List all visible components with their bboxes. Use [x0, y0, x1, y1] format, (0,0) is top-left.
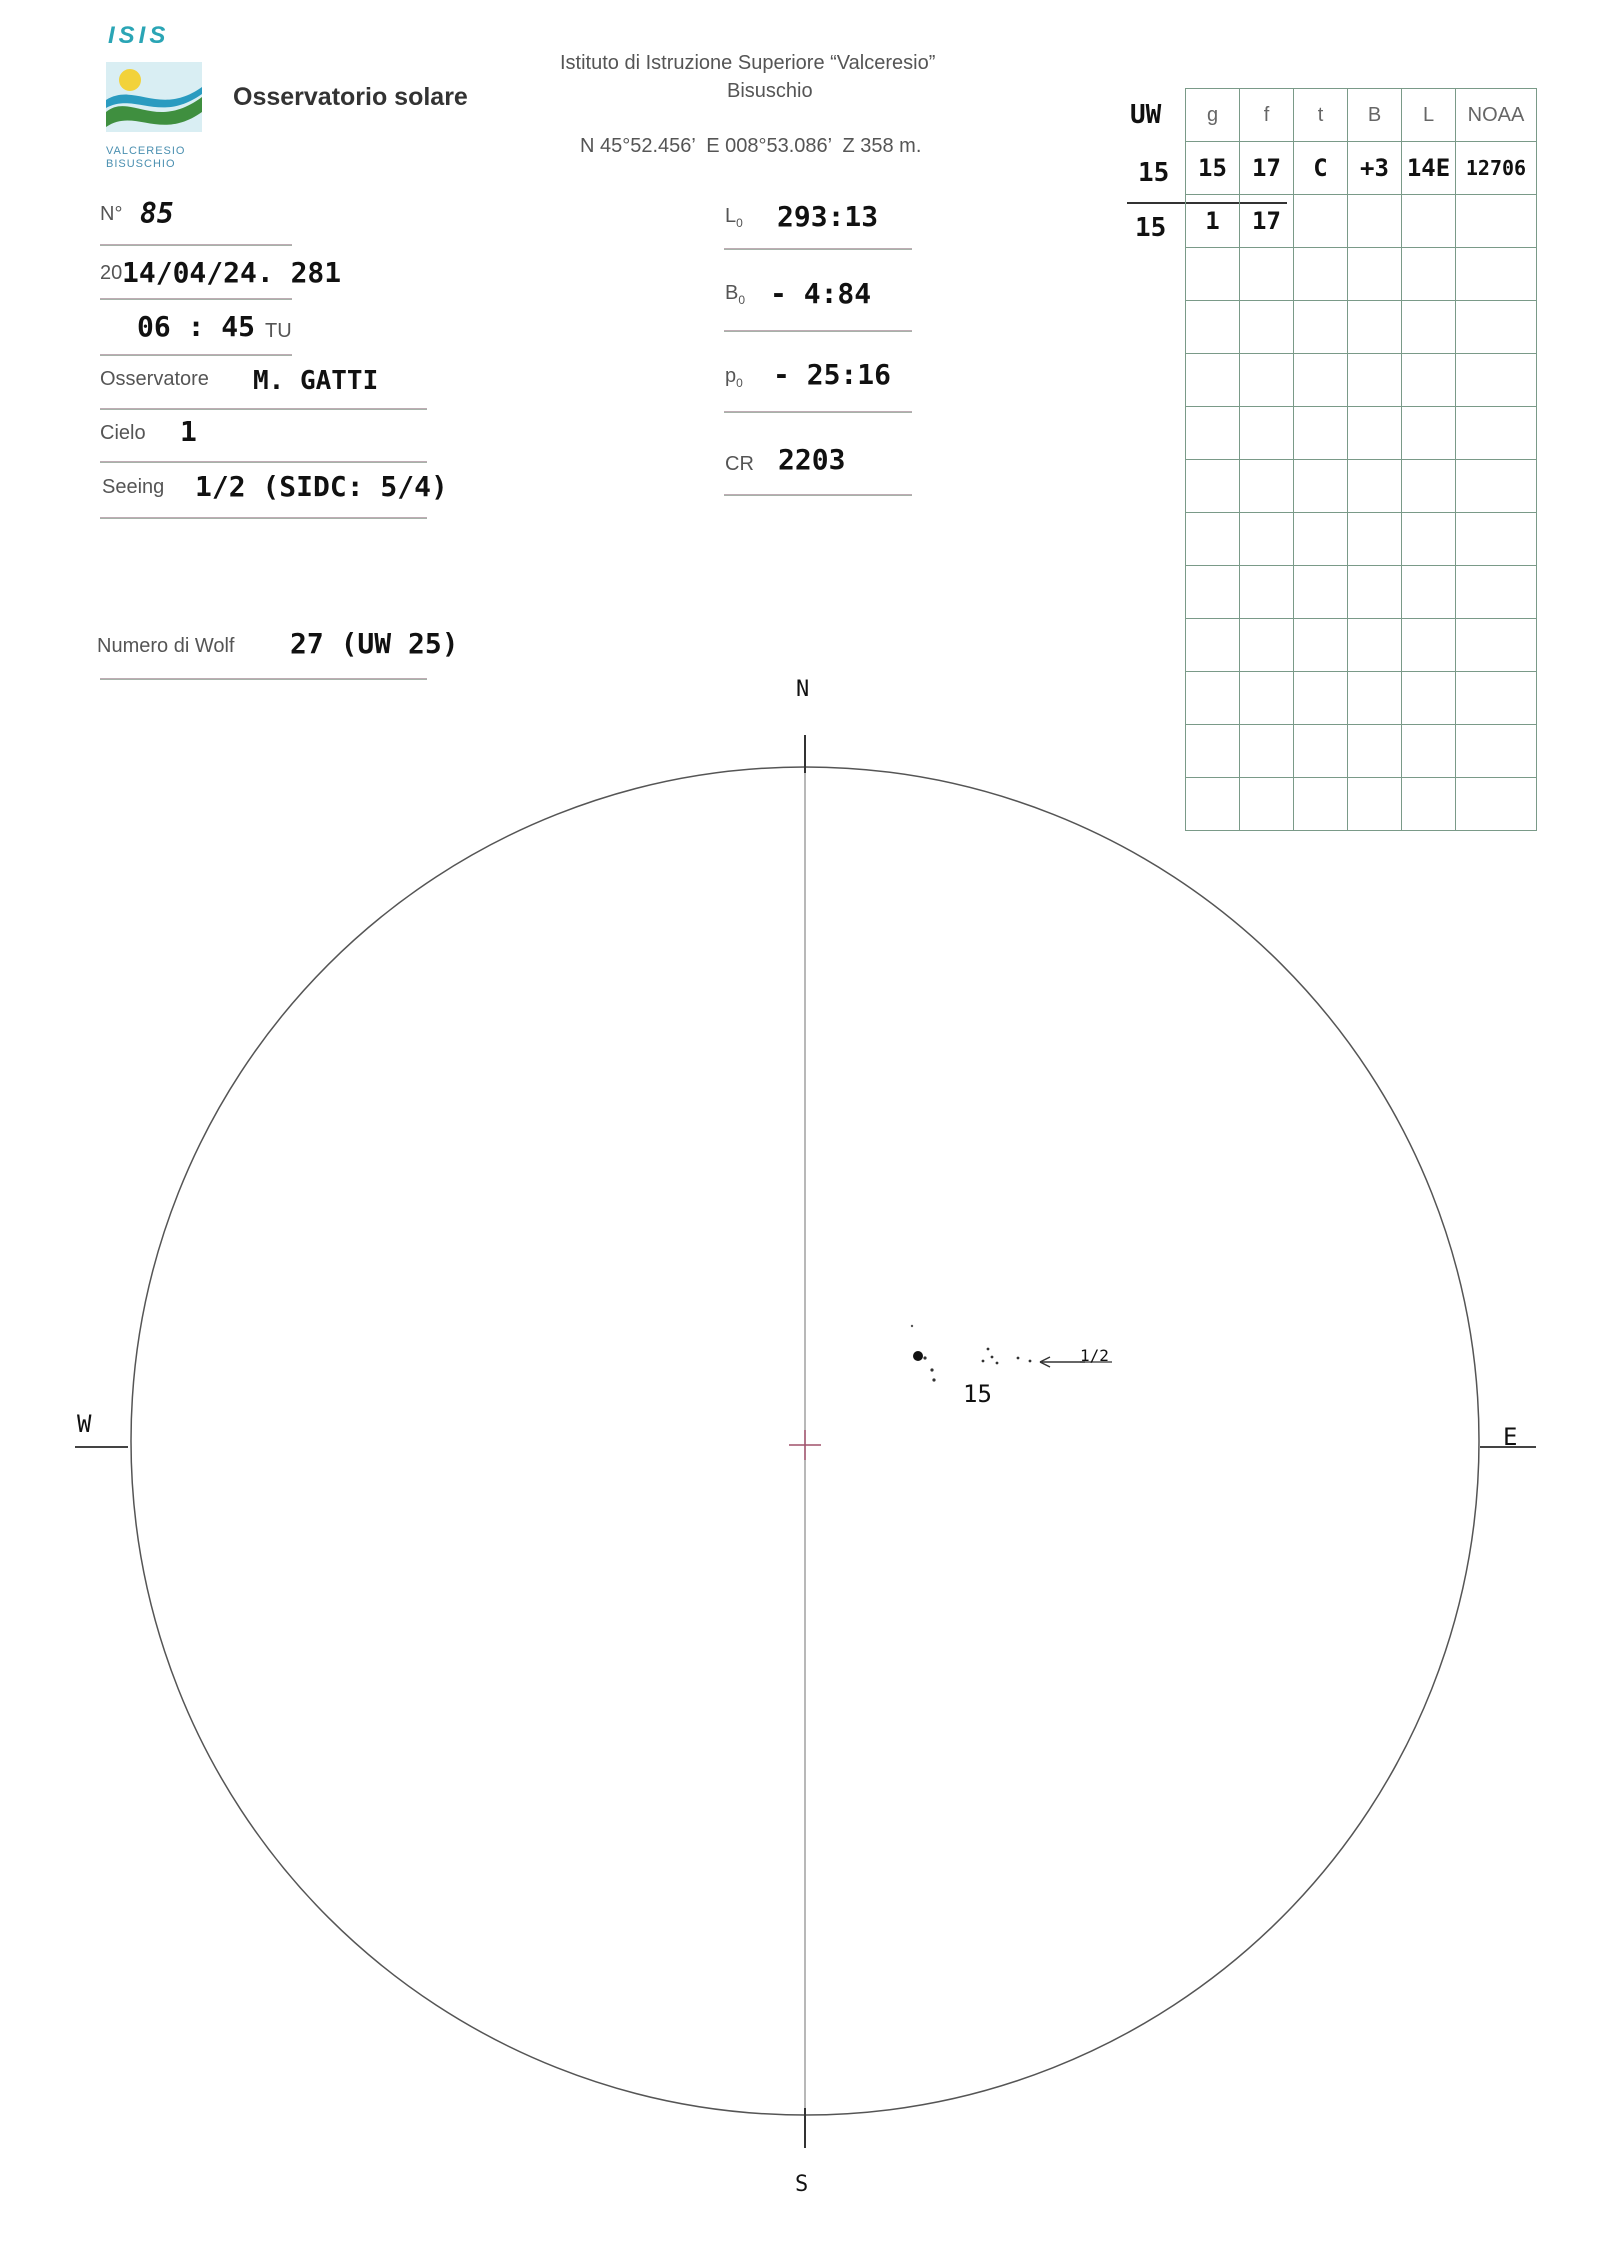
observer-label: Osservatore — [100, 368, 209, 390]
solar-disk-drawing — [0, 663, 1600, 2263]
table-cell — [1186, 354, 1240, 407]
south-label: S — [795, 2172, 809, 2197]
date-underline — [100, 298, 292, 300]
b0-label — [725, 282, 745, 307]
sky-underline — [100, 461, 427, 463]
spot — [982, 1360, 985, 1363]
wolf-value: 27 (UW 25) — [290, 627, 459, 660]
table-cell — [1348, 354, 1402, 407]
table-cell — [1294, 460, 1348, 513]
north-label: N — [796, 677, 810, 702]
observatory-title: Osservatorio solare — [233, 83, 468, 111]
spot — [911, 1325, 913, 1327]
spot — [923, 1356, 926, 1359]
cr-label: CR — [725, 453, 754, 475]
l0-sub: 0 — [736, 216, 743, 230]
table-cell — [1348, 566, 1402, 619]
table-cell: 12706 — [1456, 142, 1537, 195]
uw-row1: 15 — [1138, 158, 1170, 188]
seeing-underline — [100, 517, 427, 519]
table-cell: 15 — [1186, 142, 1240, 195]
table-cell — [1240, 354, 1294, 407]
table-cell — [1240, 513, 1294, 566]
table-cell — [1186, 301, 1240, 354]
b0-sub: 0 — [738, 293, 746, 307]
wolf-label: Numero di Wolf — [97, 635, 235, 657]
table-row — [1186, 460, 1537, 513]
table-header-cell: g — [1186, 89, 1240, 142]
table-cell — [1294, 195, 1348, 248]
table-row — [1186, 301, 1537, 354]
time-unit: TU — [265, 320, 292, 342]
b0-underline — [724, 330, 912, 332]
p0-underline — [724, 411, 912, 413]
logo-sub2: BISUSCHIO — [106, 158, 176, 170]
table-cell — [1240, 566, 1294, 619]
b0-letter: B — [725, 282, 739, 304]
uw-row2: 15 — [1135, 213, 1167, 243]
table-cell — [1240, 301, 1294, 354]
table-header-cell: f — [1240, 89, 1294, 142]
west-label: W — [77, 1410, 92, 1438]
table-cell — [1348, 407, 1402, 460]
table-cell — [1402, 354, 1456, 407]
table-row — [1186, 566, 1537, 619]
table-cell — [1456, 301, 1537, 354]
spot — [1017, 1357, 1020, 1360]
date-printed: 20 — [100, 262, 123, 284]
table-cell — [1348, 460, 1402, 513]
time-underline — [100, 354, 292, 356]
table-cell — [1348, 301, 1402, 354]
table-cell — [1348, 195, 1402, 248]
spot — [930, 1368, 933, 1371]
date-value: 14/04/24. 281 — [122, 256, 342, 289]
table-cell — [1294, 301, 1348, 354]
table-cell — [1456, 460, 1537, 513]
l0-value: 293:13 — [777, 200, 879, 233]
table-cell: 17 — [1240, 195, 1294, 248]
table-cell — [1348, 513, 1402, 566]
table-cell — [1402, 460, 1456, 513]
table-header-cell: NOAA — [1456, 89, 1537, 142]
table-cell — [1456, 195, 1537, 248]
institute-line2: Bisuschio — [727, 80, 813, 102]
table-cell — [1240, 248, 1294, 301]
table-cell — [1294, 248, 1348, 301]
table-cell — [1456, 566, 1537, 619]
table-row — [1186, 195, 1537, 248]
table-cell — [1186, 460, 1240, 513]
table-cell — [1402, 407, 1456, 460]
table-cell — [1402, 248, 1456, 301]
b0-value: - 4:84 — [770, 277, 872, 310]
sky-value: 1 — [180, 415, 197, 448]
table-row — [1186, 407, 1537, 460]
spot — [996, 1362, 999, 1365]
isis-logo — [100, 20, 210, 170]
table-cell — [1348, 248, 1402, 301]
l0-underline — [724, 248, 912, 250]
table-header-cell: t — [1294, 89, 1348, 142]
table-cell — [1294, 354, 1348, 407]
table-cell — [1186, 566, 1240, 619]
table-cell — [1294, 407, 1348, 460]
logo-text: ISIS — [108, 22, 170, 49]
table-header-cell: L — [1402, 89, 1456, 142]
p0-label — [725, 365, 743, 390]
number-value: 85 — [140, 197, 174, 230]
time-value: 06 : 45 — [137, 310, 256, 343]
table-cell — [1294, 566, 1348, 619]
table-cell — [1186, 513, 1240, 566]
table-cell — [1186, 248, 1240, 301]
uw-header: UW — [1130, 100, 1162, 130]
table-cell — [1456, 407, 1537, 460]
table-cell — [1456, 248, 1537, 301]
spot — [991, 1356, 994, 1359]
east-label: E — [1503, 1423, 1518, 1451]
number-underline — [100, 244, 292, 246]
table-cell — [1456, 513, 1537, 566]
table-cell: 14E — [1402, 142, 1456, 195]
table-cell: +3 — [1348, 142, 1402, 195]
table-cell — [1402, 195, 1456, 248]
table-cell: 1 — [1186, 195, 1240, 248]
cr-value: 2203 — [778, 443, 846, 476]
p0-value: - 25:16 — [773, 358, 892, 391]
observer-value: M. GATTI — [253, 366, 379, 396]
seeing-label: Seeing — [102, 476, 165, 498]
table-cell — [1186, 407, 1240, 460]
table-cell: C — [1294, 142, 1348, 195]
cr-underline — [724, 494, 912, 496]
seeing-value: 1/2 (SIDC: 5/4) — [195, 470, 448, 503]
institute-line1: Istituto di Istruzione Superiore “Valceresio” — [560, 52, 936, 74]
logo-emblem-icon — [100, 52, 210, 142]
table-cell — [1402, 513, 1456, 566]
number-label: N° — [100, 203, 123, 225]
group-label: 15 — [963, 1380, 992, 1408]
table-cell — [1240, 407, 1294, 460]
sky-label: Cielo — [100, 422, 146, 444]
table-row — [1186, 142, 1537, 195]
spot — [932, 1378, 935, 1381]
p0-letter: p — [725, 365, 737, 387]
table-cell — [1240, 460, 1294, 513]
table-cell — [1402, 301, 1456, 354]
spot — [1029, 1360, 1032, 1363]
arrow-label: 1/2 — [1080, 1346, 1109, 1365]
l0-letter: L — [725, 205, 737, 227]
table-cell — [1402, 566, 1456, 619]
logo-sub1: VALCERESIO — [106, 145, 186, 157]
table-row — [1186, 513, 1537, 566]
sunspot-group-15 — [911, 1325, 1032, 1382]
table-header-cell: B — [1348, 89, 1402, 142]
spot — [987, 1348, 990, 1351]
table-cell — [1294, 513, 1348, 566]
observer-underline — [100, 408, 427, 410]
table-cell: 17 — [1240, 142, 1294, 195]
table-row — [1186, 354, 1537, 407]
table-row — [1186, 248, 1537, 301]
coordinates: N 45°52.456’ E 008°53.086’ Z 358 m. — [580, 135, 922, 157]
table-cell — [1456, 354, 1537, 407]
p0-sub: 0 — [736, 376, 743, 390]
l0-label — [725, 205, 743, 230]
leader-spot — [913, 1351, 923, 1361]
